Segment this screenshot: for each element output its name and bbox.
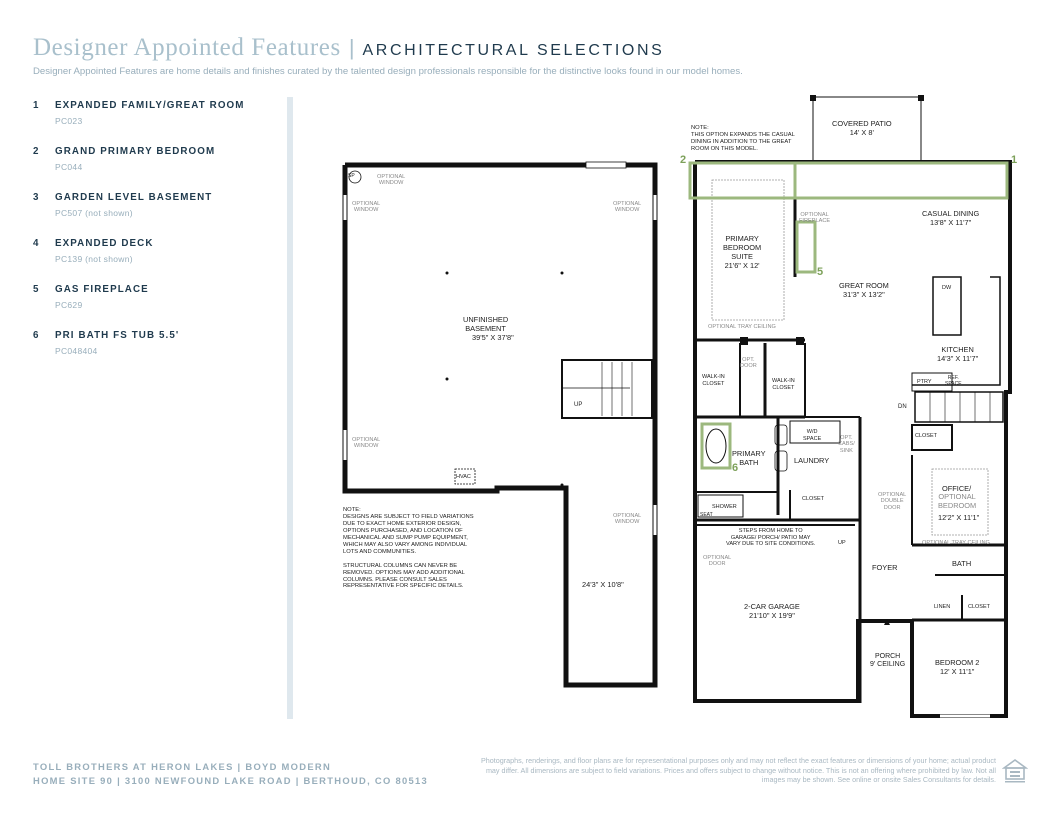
wd-space-label: W/D SPACE xyxy=(803,429,822,442)
feature-name: EXPANDED FAMILY/GREAT ROOM xyxy=(55,100,245,111)
main-floor-note: NOTE: THIS OPTION EXPANDS THE CASUAL DINING IN ADDITION TO THE GREAT ROOM ON THIS MODEL. xyxy=(691,125,795,152)
feature-name: PRI BATH FS TUB 5.5' xyxy=(55,330,180,341)
feature-code: PC023 xyxy=(55,116,83,126)
steps-note: STEPS FROM HOME TO GARAGE/ PORCH/ PATIO MAY VARY DUE TO SITE CONDITIONS. xyxy=(726,528,816,548)
hvac-label: HVAC xyxy=(456,474,471,480)
kitchen-label: KITCHEN 14'3" X 11'7" xyxy=(937,345,979,363)
fireplace-highlight xyxy=(797,222,815,272)
basement-opt-window-top: OPTIONAL WINDOW xyxy=(377,174,406,187)
title-main: Designer Appointed Features xyxy=(33,34,341,61)
feature-name: GRAND PRIMARY BEDROOM xyxy=(55,146,216,157)
casual-dining-label: CASUAL DINING 13'8" X 11'7" xyxy=(922,209,980,227)
bath-label: BATH xyxy=(952,559,972,568)
expansion-highlight-right xyxy=(795,163,1007,198)
walkin-closet-right-label: WALK-IN CLOSET xyxy=(772,378,795,391)
page-subtitle: Designer Appointed Features are home details and finishes curated by the talented design professionals responsible for the distinctive looks found in our model homes. xyxy=(33,66,743,77)
feature-code: PC629 xyxy=(55,300,83,310)
feature-item xyxy=(33,146,283,192)
title-separator: | xyxy=(348,35,355,60)
unfinished-basement-dims: 39'5" X 37'8" xyxy=(472,333,514,342)
covered-patio-label: COVERED PATIO 14' X 8' xyxy=(832,119,892,137)
feature-item xyxy=(33,284,283,330)
community-info xyxy=(33,760,428,788)
tray-ceiling-label: OPTIONAL TRAY CEILING xyxy=(708,324,776,330)
basement-lower-dims: 24'3" X 10'8" xyxy=(582,580,624,589)
feature-number: 2 xyxy=(33,146,40,157)
pantry-label: PTRY xyxy=(917,379,932,385)
feature-number: 3 xyxy=(33,192,40,203)
foyer-label: FOYER xyxy=(872,563,898,572)
basement-note: NOTE: DESIGNS ARE SUBJECT TO FIELD VARIATIONS DUE TO EXACT HOME EXTERIOR DESIGN, OPTIONS PURCHASED, AND LOCATION OF MECHANICAL AND SUMP PUMP EQUIPMENT, WHICH MAY ALSO VARY AMONG INDIVIDUAL LOTS AND COMMUNITIES. STRUCTURAL COLUMNS CAN NEVER BE REMOVED. OPTIONS MAY ADD ADDITIONAL COLUMNS. PLEASE CONSULT SALES REPRESENTATIVE FOR SPECIFIC DETAILS. xyxy=(343,507,474,590)
laundry-label: LAUNDRY xyxy=(794,456,830,465)
feature-name: GARDEN LEVEL BASEMENT xyxy=(55,192,213,203)
bedroom-2-label: BEDROOM 2 12' X 11'1" xyxy=(935,658,980,676)
community-line: TOLL BROTHERS AT HERON LAKES | BOYD MODERN xyxy=(33,761,332,772)
feature-number: 5 xyxy=(33,284,40,295)
garage-label: 2-CAR GARAGE 21'10" X 19'9" xyxy=(744,602,800,620)
column-divider xyxy=(287,97,293,719)
walkin-closet-left-label: WALK-IN CLOSET xyxy=(702,374,725,387)
feature-code: PC507 (not shown) xyxy=(55,208,133,218)
seat-label: SEAT xyxy=(700,512,713,518)
unfinished-basement-label: UNFINISHED BASEMENT xyxy=(463,315,509,333)
feature-name: EXPANDED DECK xyxy=(55,238,154,249)
feature-code: PC139 (not shown) xyxy=(55,254,133,264)
equal-housing-opportunity-icon xyxy=(1002,758,1028,786)
opt-door-label: OPT. DOOR xyxy=(740,357,757,370)
primary-bedroom-label: PRIMARY BEDROOM SUITE 21'6" X 12' xyxy=(723,234,762,270)
feature-code: PC044 xyxy=(55,162,83,172)
basement-walls xyxy=(345,165,655,685)
feature-item xyxy=(33,330,283,376)
down-label: DN xyxy=(898,404,907,410)
dishwasher-label: DW xyxy=(942,285,952,291)
basement-up-label: UP xyxy=(574,402,583,408)
expansion-highlight-left xyxy=(690,163,795,198)
feature-number: 6 xyxy=(33,330,40,341)
closet-bath-label: CLOSET xyxy=(968,604,991,610)
floor-plans xyxy=(300,95,1040,725)
page-title xyxy=(33,34,664,64)
opt-cabs-label: OPT. CABS/ SINK xyxy=(838,435,855,454)
callout-5: 5 xyxy=(817,266,824,278)
legal-disclaimer: Photographs, renderings, and floor plans are for representational purposes only and may not reflect the exact features or dimensions of your home; actual product may differ. All dimensions are subject to field variations. Prices and offers subject to change without notice. This is not an offering where prohibited by law. Not all images may be shown. See online or onsite Sales Consultants for details. xyxy=(480,756,996,785)
closet-stair-label: CLOSET xyxy=(915,433,938,439)
linen-label: LINEN xyxy=(934,604,951,610)
office-tray-ceiling-label: OPTIONAL TRAY CEILING xyxy=(922,540,990,546)
basement-window-top xyxy=(586,162,626,168)
callout-1: 1 xyxy=(1011,154,1018,166)
basement-opt-window-lower-left: OPTIONAL WINDOW xyxy=(352,437,381,450)
floor-plan-drawing xyxy=(300,95,1040,725)
great-room-label: GREAT ROOM 31'3" X 13'2" xyxy=(839,281,889,299)
feature-item xyxy=(33,238,283,284)
basement-opt-window-right: OPTIONAL WINDOW xyxy=(613,201,642,214)
closet-small-label: CLOSET xyxy=(802,496,825,502)
office-optional-label: OPTIONAL BEDROOM xyxy=(938,492,977,510)
ref-space-label: REF. SPACE xyxy=(945,375,962,387)
garage-up-label: UP xyxy=(838,540,846,546)
optional-door-label: OPTIONAL DOOR xyxy=(703,555,732,568)
basement-opt-window-left: OPTIONAL WINDOW xyxy=(352,201,381,214)
sump-pump-label: SP xyxy=(348,173,355,179)
title-secondary: ARCHITECTURAL SELECTIONS xyxy=(362,42,665,59)
callout-2: 2 xyxy=(680,154,687,166)
primary-bath-label: PRIMARY BATH xyxy=(732,449,766,467)
feature-list xyxy=(33,100,283,376)
office-dims: 12'2" X 11'1" xyxy=(938,513,980,522)
shower-label: SHOWER xyxy=(712,504,737,510)
address-line: HOME SITE 90 | 3100 NEWFOUND LAKE ROAD | BERTHOUD, CO 80513 xyxy=(33,775,429,787)
porch-label: PORCH 9' CEILING xyxy=(870,653,906,669)
feature-name: GAS FIREPLACE xyxy=(55,284,149,295)
basement-stair xyxy=(562,360,652,418)
feature-code: PC048404 xyxy=(55,346,98,356)
feature-item xyxy=(33,192,283,238)
optional-fireplace-label: OPTIONAL FIREPLACE xyxy=(799,212,831,225)
basement-opt-window-lower-right: OPTIONAL WINDOW xyxy=(613,513,642,526)
callout-6: 6 xyxy=(732,462,739,474)
feature-item xyxy=(33,100,283,146)
feature-number: 1 xyxy=(33,100,40,111)
office-label: OFFICE/ xyxy=(942,484,972,493)
optional-double-door-label: OPTIONAL DOUBLE DOOR xyxy=(878,492,907,511)
feature-number: 4 xyxy=(33,238,40,249)
